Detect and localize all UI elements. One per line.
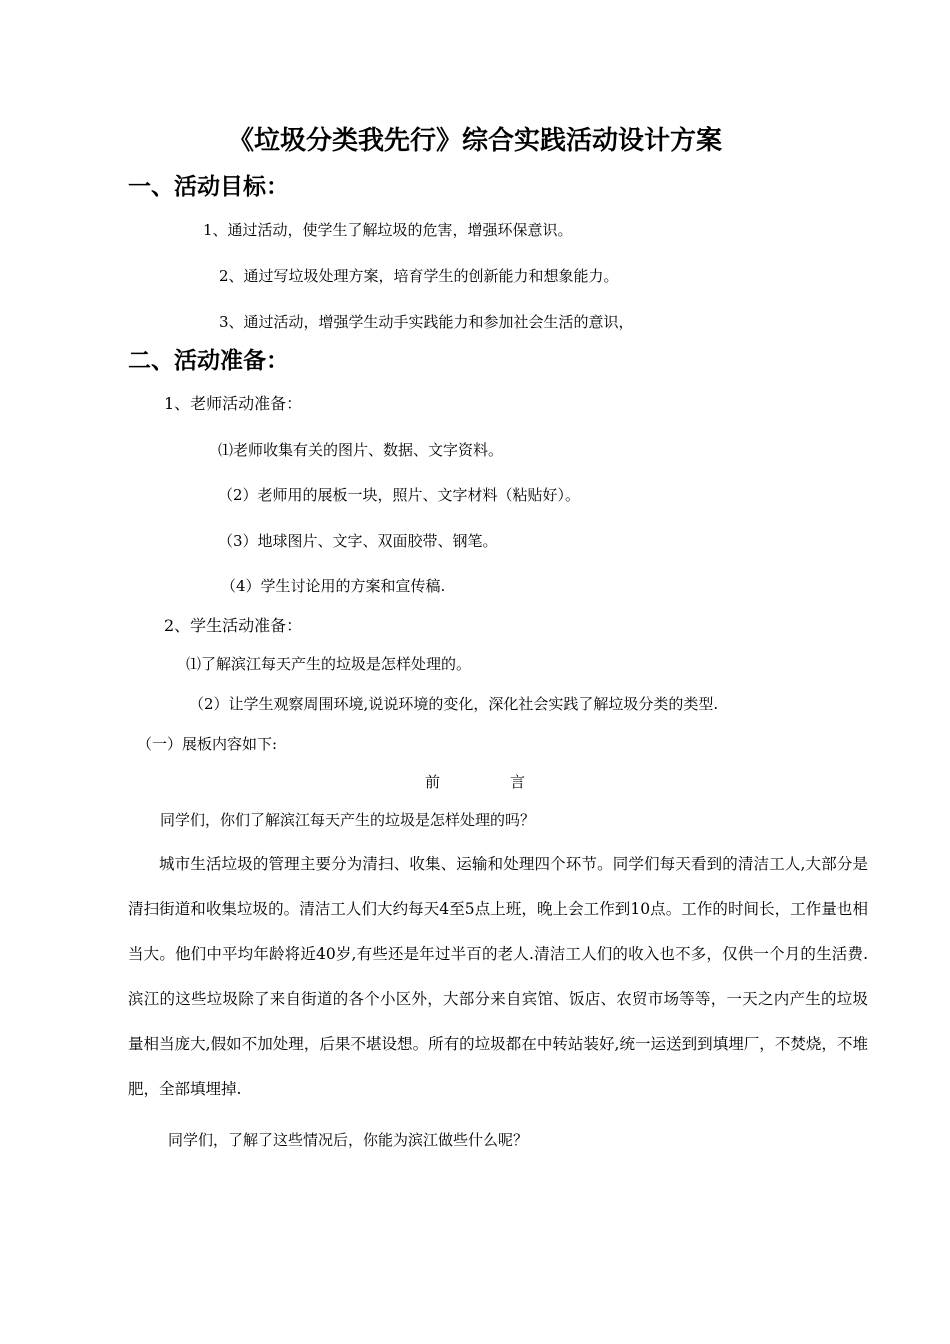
board-question-1: 同学们，你们了解滨江每天产生的垃圾是怎样处理的吗？ bbox=[160, 811, 536, 829]
board-content-label: （一）展板内容如下: bbox=[137, 735, 278, 753]
teacher-item-3: （3）地球图片、文字、双面胶带、钢笔。 bbox=[218, 532, 498, 550]
goal-item-2: 2、通过写垃圾处理方案，培育学生的创新能力和想象能力。 bbox=[219, 267, 619, 285]
goal-item-1: 1、通过活动，使学生了解垃圾的危害，增强环保意识。 bbox=[203, 221, 573, 239]
teacher-item-2: （2）老师用的展板一块，照片、文字材料（粘贴好）。 bbox=[218, 486, 581, 504]
goal-item-3: 3、通过活动，增强学生动手实践能力和参加社会生活的意识， bbox=[219, 313, 634, 331]
foreword-char-left: 前 bbox=[424, 773, 440, 791]
foreword-char-right: 言 bbox=[510, 773, 526, 791]
section-heading-goals: 一、活动目标： bbox=[128, 173, 289, 200]
foreword-heading bbox=[0, 772, 950, 792]
section-heading-preparation: 二、活动准备： bbox=[128, 347, 289, 374]
teacher-item-1: ⑴老师收集有关的图片、数据、文字资料。 bbox=[218, 441, 504, 459]
student-item-1: ⑴了解滨江每天产生的垃圾是怎样处理的。 bbox=[186, 655, 472, 673]
document-title: 《垃圾分类我先行》综合实践活动设计方案 bbox=[227, 126, 722, 156]
board-paragraph: 城市生活垃圾的管理主要分为清扫、收集、运输和处理四个环节。同学们每天看到的清洁工人,大部分是清扫街道和收集垃圾的。清洁工人们大约每天4至5点上班，晚上会工作到10点。工作的时间长，工作量也相当大。他们中平均年龄将近40岁,有些还是年过半百的老人.清洁工人们的收入也不多，仅供一个月的生活费.滨江的这些垃圾除了来自街道的各个小区外，大部分来自宾馆、饭店、农贸市场等等，一天之内产生的垃圾量相当庞大,假如不加处理，后果不堪设想。所有的垃圾都在中转站装好,统一运送到到填埋厂，不焚烧，不堆肥，全部填埋掉. bbox=[128, 855, 868, 1098]
teacher-item-4: （4）学生讨论用的方案和宣传稿. bbox=[221, 577, 446, 595]
teacher-preparation-label: 1、老师活动准备： bbox=[164, 394, 303, 413]
board-question-2: 同学们，了解了这些情况后，你能为滨江做些什么呢？ bbox=[168, 1131, 529, 1149]
student-preparation-label: 2、学生活动准备： bbox=[164, 616, 303, 635]
student-item-2: （2）让学生观察周围环境,说说环境的变化，深化社会实践了解垃圾分类的类型. bbox=[189, 695, 719, 713]
